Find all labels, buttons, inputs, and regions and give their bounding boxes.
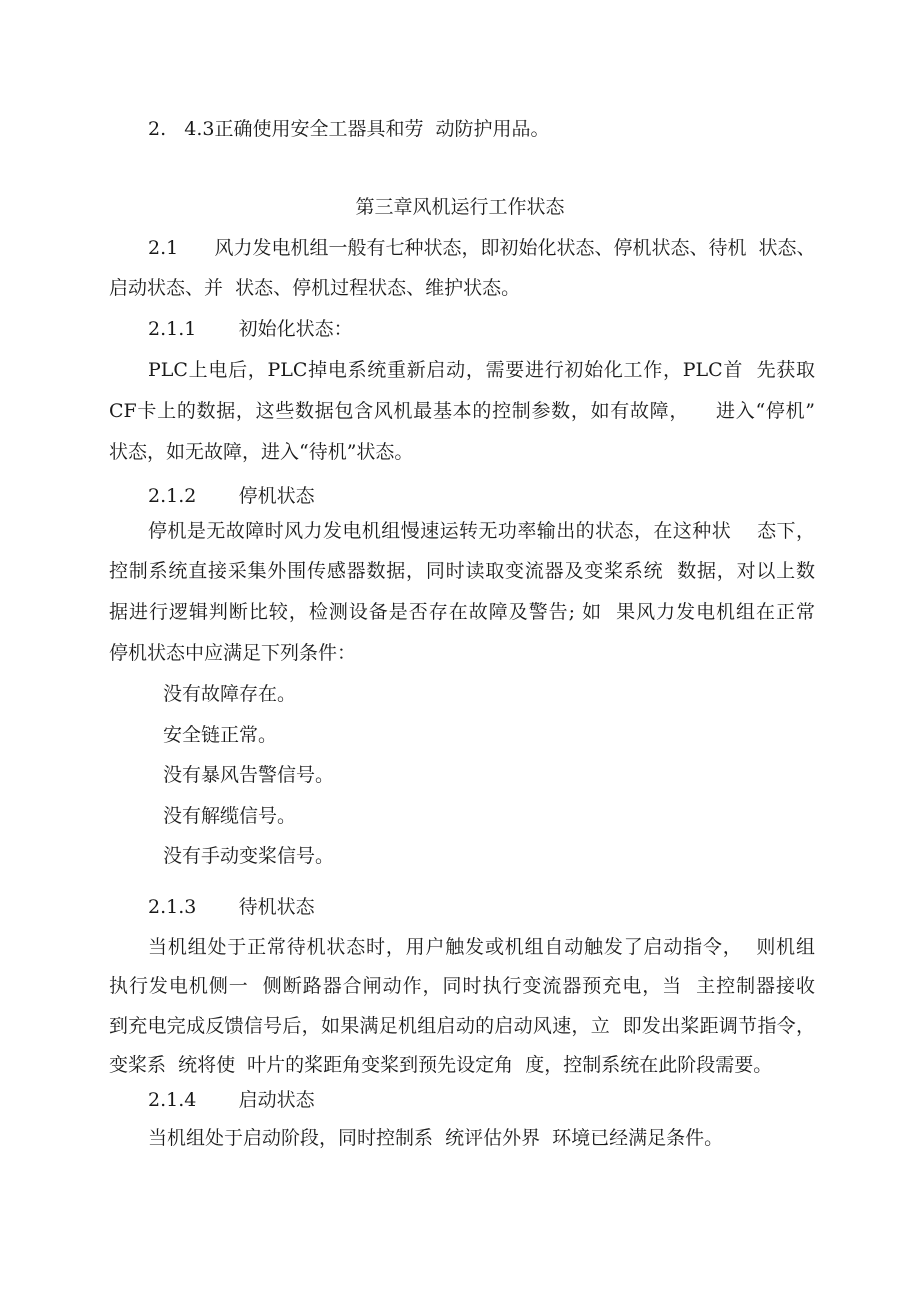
- para-2-1-3-line-1: 当机组处于正常待机状态时，用户触发或机组自动触发了启动指令， 则机组: [148, 936, 815, 958]
- para-2-1-3-line-2: 执行发电机侧一 侧断路器合闸动作，同时执行变流器预充电，当 主控制器接收: [109, 975, 815, 997]
- para-2-1-1-line-2: CF卡上的数据，这些数据包含风机最基本的控制参数，如有故障， 进入“停机”: [109, 400, 815, 422]
- chapter-title: 第三章风机运行工作状态: [355, 196, 565, 218]
- para-2-1-line-1: 2.1 风力发电机组一般有七种状态，即初始化状态、停机状态、待机 状态、: [148, 237, 816, 259]
- condition-item: 安全链正常。: [163, 724, 278, 746]
- condition-item: 没有暴风告警信号。: [163, 764, 335, 786]
- para-2-1-2-line-2: 控制系统直接采集外围传感器数据，同时读取变流器及变桨系统 数据，对以上数: [109, 560, 815, 582]
- condition-item: 没有故障存在。: [163, 683, 297, 705]
- condition-item: 没有手动变桨信号。: [163, 845, 335, 867]
- para-2-1-2-line-3: 据进行逻辑判断比较，检测设备是否存在故障及警告; 如 果风力发电机组在正常: [109, 601, 815, 623]
- para-2-1-1-line-3: 状态，如无故障，进入“待机”状态。: [109, 441, 414, 463]
- heading-2-1-2: 2.1.2 停机状态: [148, 485, 315, 507]
- para-2-1-line-2: 启动状态、并 状态、停机过程状态、维护状态。: [109, 277, 521, 299]
- para-2-1-1-line-1: PLC上电后，PLC掉电系统重新启动，需要进行初始化工作，PLC首 先获取: [148, 359, 815, 381]
- para-2-1-3-line-4: 变桨系 统将使 叶片的桨距角变桨到预先设定角 度，控制系统在此阶段需要。: [109, 1054, 773, 1076]
- para-2-1-2-line-1: 停机是无故障时风力发电机组慢速运转无功率输出的状态，在这种状 态下，: [148, 520, 815, 542]
- para-2-1-3-line-3: 到充电完成反馈信号后，如果满足机组启动的启动风速，立 即发出桨距调节指令，: [109, 1015, 815, 1037]
- para-2-1-2-line-4: 停机状态中应满足下列条件：: [109, 642, 357, 664]
- heading-2-1-3: 2.1.3 待机状态: [148, 896, 315, 918]
- section-2-4-3-line: 2. 4.3正确使用安全工器具和劳 动防护用品。: [148, 118, 550, 140]
- para-2-1-4: 当机组处于启动阶段，同时控制系 统评估外界 环境已经满足条件。: [148, 1127, 724, 1149]
- condition-item: 没有解缆信号。: [163, 805, 297, 827]
- heading-2-1-1: 2.1.1 初始化状态：: [148, 318, 353, 340]
- heading-2-1-4: 2.1.4 启动状态: [148, 1089, 315, 1111]
